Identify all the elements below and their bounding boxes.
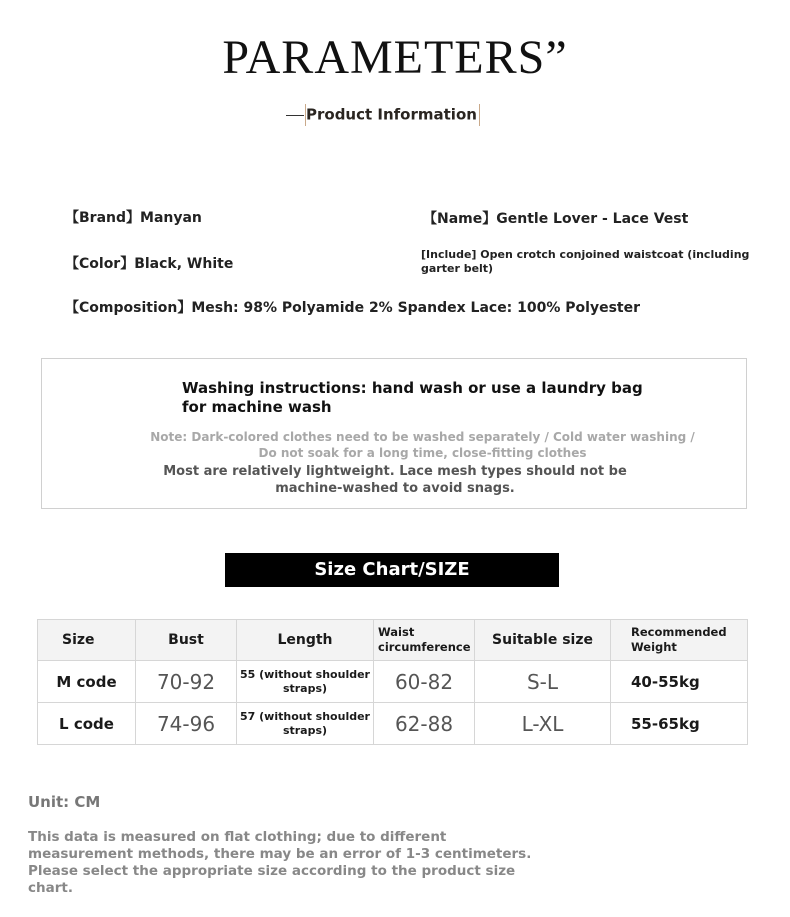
header-weight: Recommended Weight: [611, 620, 748, 661]
washing-note: Note: Dark-colored clothes need to be washed separately / Cold water washing / Do not soak for a long time, close-fitting clothes: [150, 430, 695, 460]
bust-cell: 70-92: [136, 661, 237, 703]
unit-label: Unit: CM: [28, 793, 101, 811]
measurement-disclaimer: This data is measured on flat clothing; due to different measurement methods, there may be an error of 1-3 centimeters. Please select the appropriate size according to the product size chart.: [28, 829, 532, 896]
bar-divider: [479, 104, 480, 126]
washing-title: Washing instructions: hand wash or use a laundry bag for machine wash: [182, 379, 643, 416]
subtitle-text: Product Information: [306, 105, 477, 124]
waist-cell: 60-82: [374, 661, 475, 703]
header-bust: Bust: [136, 620, 237, 661]
header-suitable: Suitable size: [475, 620, 611, 661]
weight-cell: 40-55kg: [611, 661, 748, 703]
size-cell: M code: [38, 661, 136, 703]
waist-cell: 62-88: [374, 703, 475, 745]
composition-info: 【Composition】Mesh: 98% Polyamide 2% Spandex Lace: 100% Polyester: [65, 300, 641, 316]
header-length: Length: [237, 620, 374, 661]
size-chart-banner: Size Chart/SIZE: [225, 553, 559, 587]
brand-info: 【Brand】Manyan: [65, 210, 202, 226]
table-header-row: [38, 620, 748, 661]
include-info: [Include] Open crotch conjoined waistcoat (including garter belt): [421, 248, 750, 275]
length-cell: 57 (without shoulder straps): [237, 703, 374, 745]
page-title: PARAMETERS”: [222, 31, 568, 84]
table-row: [38, 661, 748, 703]
suitable-cell: L-XL: [475, 703, 611, 745]
name-info: 【Name】Gentle Lover - Lace Vest: [423, 211, 689, 227]
section-subtitle: [286, 104, 480, 126]
header-waist: Waist circumference: [374, 620, 475, 661]
length-cell: 55 (without shoulder straps): [237, 661, 374, 703]
size-cell: L code: [38, 703, 136, 745]
table-row: [38, 703, 748, 745]
size-table: [37, 619, 748, 745]
header-size: Size: [38, 620, 136, 661]
color-info: 【Color】Black, White: [65, 256, 234, 272]
bust-cell: 74-96: [136, 703, 237, 745]
washing-extra: Most are relatively lightweight. Lace mesh types should not be machine-washed to avoid snags.: [163, 464, 627, 496]
dash-divider: [286, 115, 304, 116]
weight-cell: 55-65kg: [611, 703, 748, 745]
suitable-cell: S-L: [475, 661, 611, 703]
